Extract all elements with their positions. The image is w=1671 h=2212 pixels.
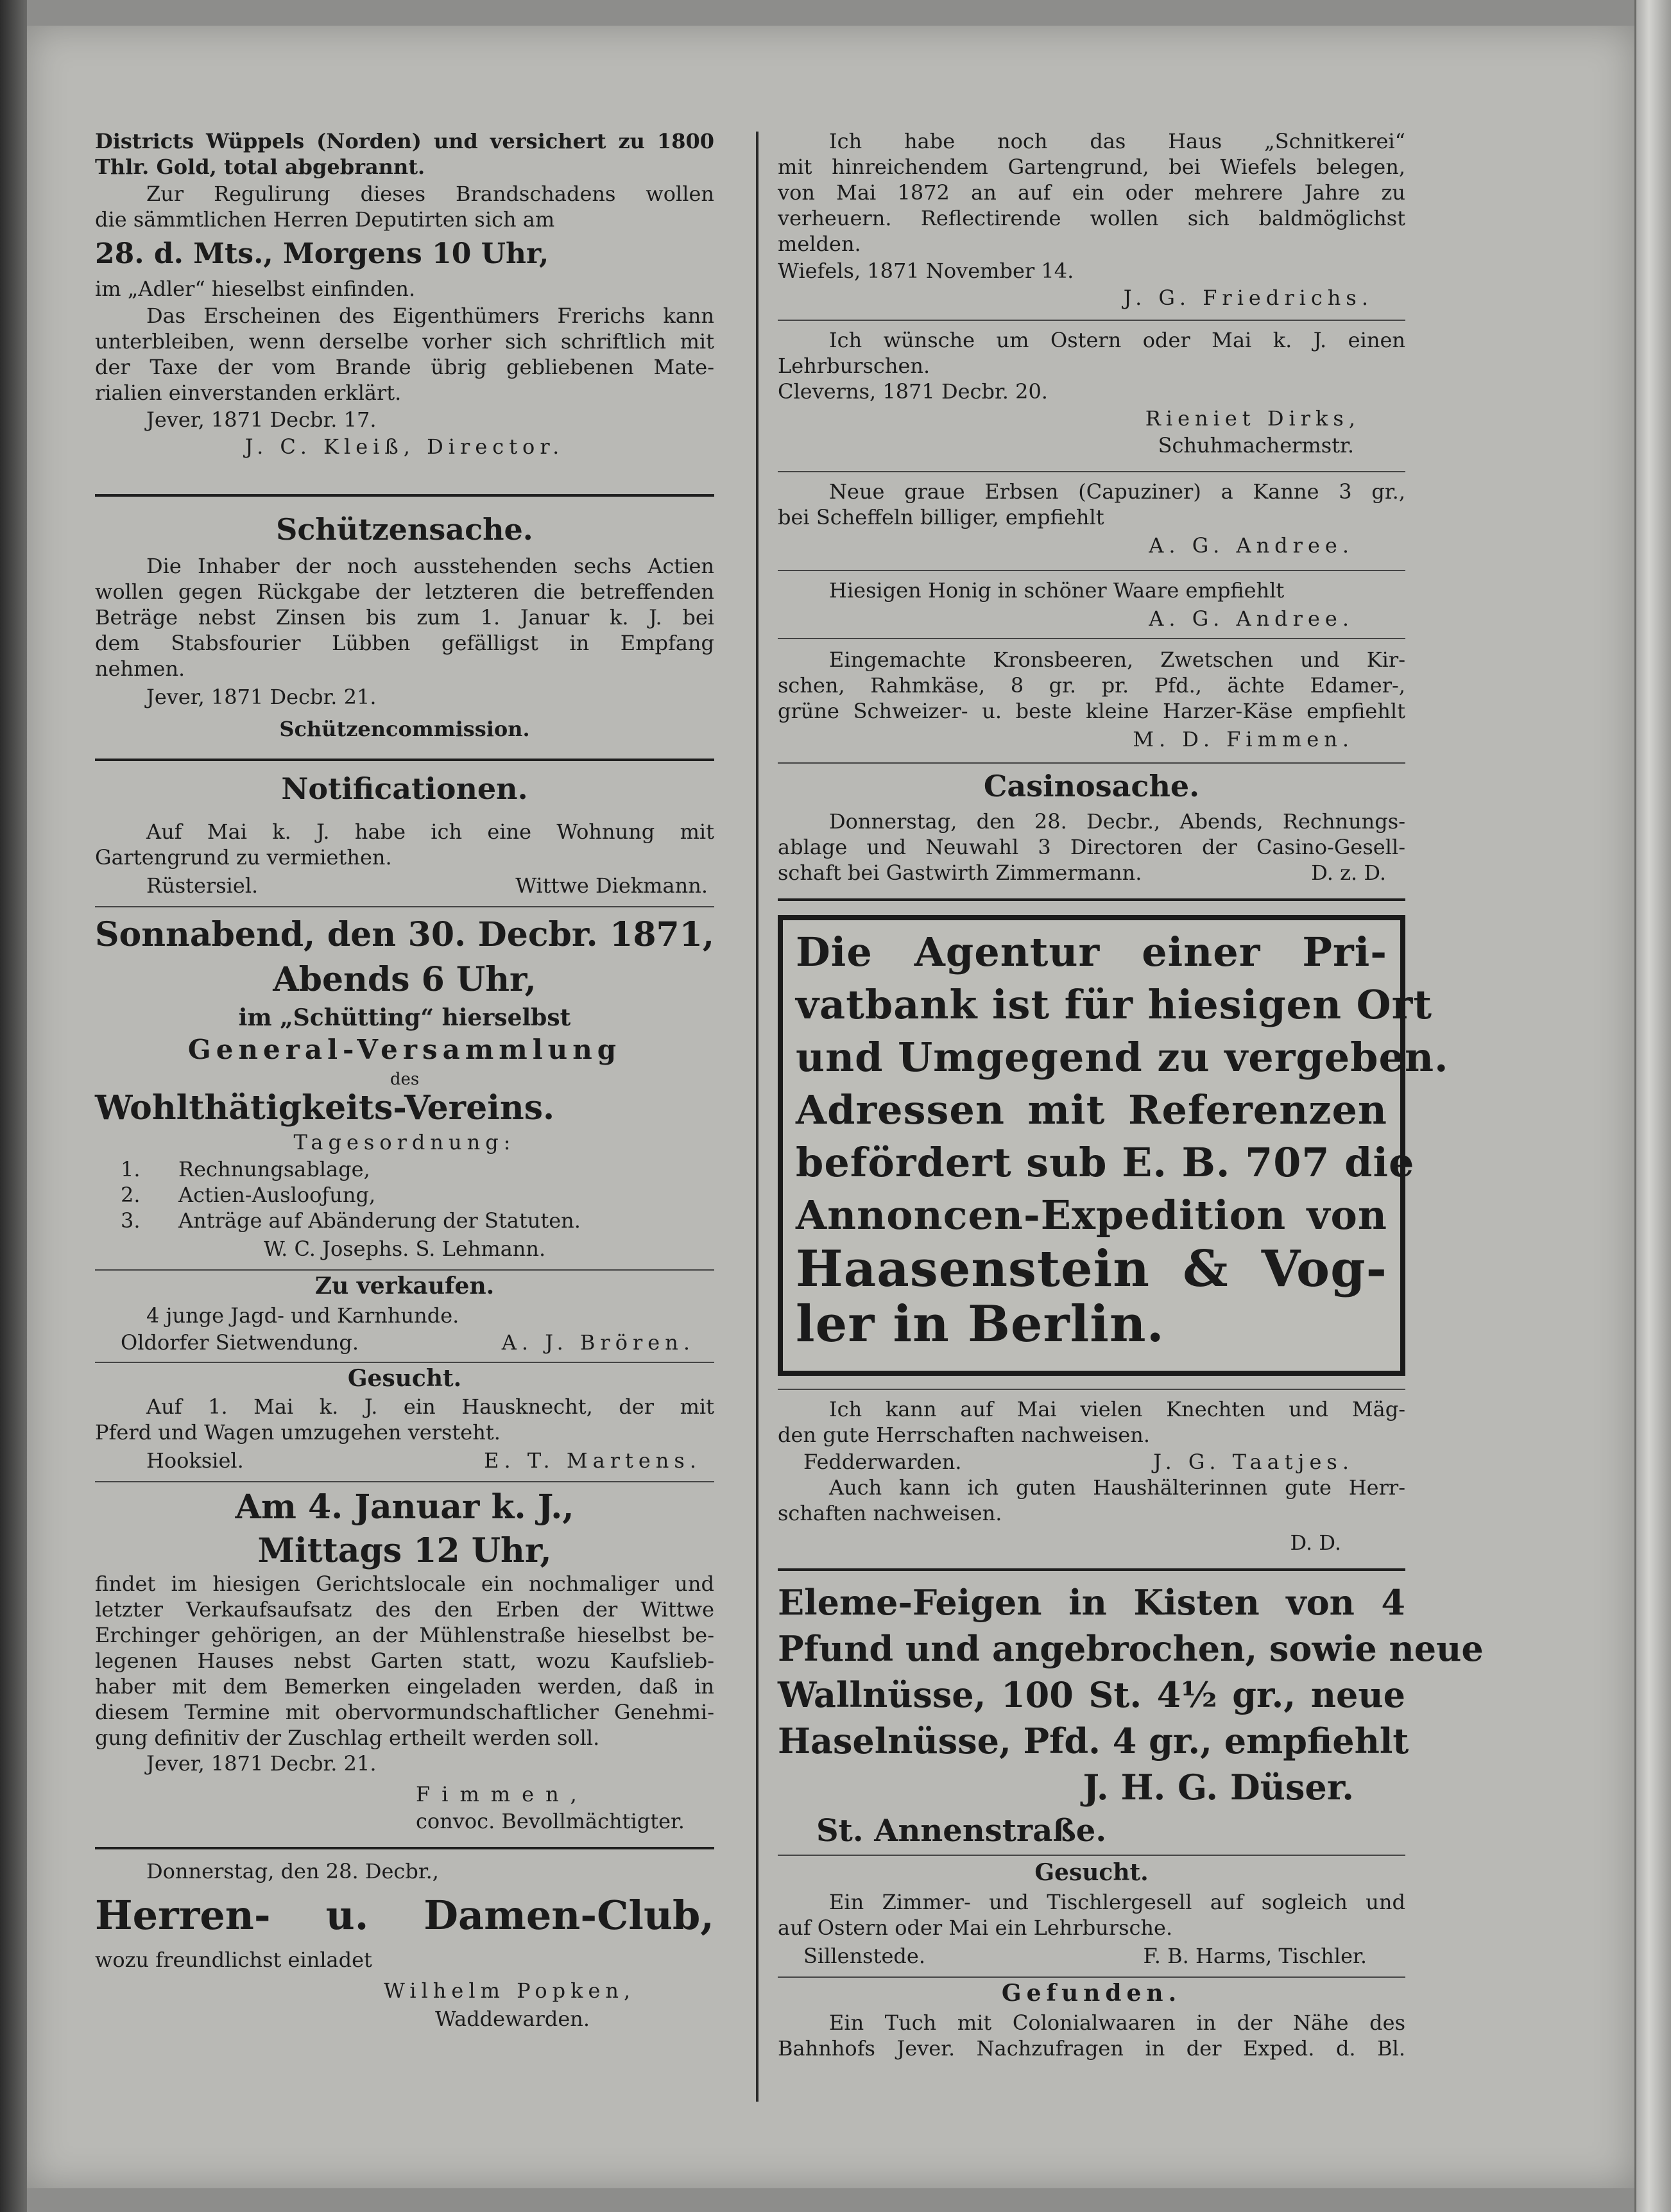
agentur-advertisement — [778, 915, 1449, 1376]
text-line: Auf Mai k. J. habe ich eine Wohnung mit — [146, 819, 714, 844]
section-rule — [778, 1855, 1405, 1856]
signature: A. J. Brören. — [501, 1330, 695, 1355]
signature: W. C. Josephs. S. Lehmann. — [263, 1237, 546, 1261]
text-line: Jever, 1871 Decbr. 17. — [146, 407, 377, 432]
text-line: Bahnhofs Jever. Nachzufragen in der Exped. d. Bl. — [778, 2036, 1405, 2061]
ad-line: Pfund und angebrochen, sowie neue — [778, 1628, 1484, 1669]
text-line: Auch kann ich guten Haushälterinnen gute Herr- — [829, 1475, 1405, 1500]
section-title: Casinosache. — [983, 769, 1200, 803]
text-line: Gartengrund zu vermiethen. — [95, 845, 392, 870]
text-line: findet im hiesigen Gerichtslocale ein nochmaliger und — [95, 1572, 714, 1596]
headline: Mittags 12 Uhr, — [257, 1531, 552, 1570]
signature: J. C. Kleiß, Director. — [244, 434, 565, 459]
text-line: Das Erscheinen des Eigenthümers Frerichs kann — [146, 304, 714, 328]
signature: J. G. Taatjes. — [1153, 1450, 1354, 1474]
text-line: 4 junge Jagd- und Karnhunde. — [146, 1303, 459, 1328]
text-line: wollen gegen Rückgabe der letzteren die betreffenden — [95, 579, 714, 604]
signature: Schützencommission. — [279, 717, 530, 741]
ad-line: Wallnüsse, 100 St. 4½ gr., neue — [778, 1674, 1405, 1715]
text-line: Auf 1. Mai k. J. ein Hausknecht, der mit — [146, 1394, 714, 1419]
section-rule — [778, 1976, 1405, 1978]
text-line: rialien einverstanden erklärt. — [95, 381, 402, 405]
section-rule — [95, 906, 714, 907]
section-rule — [95, 1362, 714, 1363]
ad-line: Haasenstein & Vog- — [796, 1240, 1387, 1298]
ad-line: Adressen mit Referenzen — [796, 1086, 1387, 1133]
signature: F. B. Harms, Tischler. — [1143, 1944, 1367, 1968]
section-rule — [778, 898, 1405, 901]
signature: A. G. Andree. — [1149, 606, 1354, 631]
section-rule — [95, 1269, 714, 1271]
text-line: schaft bei Gastwirth Zimmermann. — [778, 861, 1142, 885]
sign-row — [95, 1330, 714, 1355]
text-line: Beträge nebst Zinsen bis zum 1. Januar k. J. bei — [95, 605, 714, 630]
text-line: die sämmtlichen Herren Deputirten sich am — [95, 207, 555, 232]
section-rule — [778, 471, 1405, 472]
headline: General-Versammlung — [187, 1034, 622, 1065]
ad-line: Die Agentur einer Pri- — [796, 929, 1387, 975]
signature: Fimmen, — [416, 1782, 588, 1806]
text-line: Ich wünsche um Ostern oder Mai k. J. einen — [829, 328, 1405, 352]
text-line: Hiesigen Honig in schöner Waare empfiehlt — [829, 578, 1285, 603]
section-rule — [778, 570, 1405, 571]
section-rule — [778, 1568, 1405, 1571]
text-line: Ich habe noch das Haus „Schnitkerei“ — [829, 129, 1405, 153]
section-title: Schützensache. — [276, 512, 533, 547]
text-line: Cleverns, 1871 Decbr. 20. — [778, 379, 1048, 404]
headline: Sonnabend, den 30. Decbr. 1871, — [95, 915, 714, 954]
agenda-item: 3. Anträge auf Abänderung der Statuten. — [121, 1208, 581, 1233]
agenda-item: 1. Rechnungsablage, — [121, 1157, 370, 1181]
section-rule — [778, 762, 1405, 764]
sign-row — [95, 1448, 714, 1473]
text-line: von Mai 1872 an auf ein oder mehrere Jahre zu — [778, 180, 1405, 205]
text-line: unterbleiben, wenn derselbe vorher sich schriftlich mit — [95, 329, 714, 354]
ad-line: befördert sub E. B. 707 die — [796, 1139, 1415, 1186]
place: Fedderwarden. — [803, 1450, 962, 1474]
text-line: Tagesordnung: — [293, 1130, 516, 1154]
ad-line: ler in Berlin. — [796, 1295, 1165, 1353]
column-divider — [756, 132, 758, 2102]
section-rule — [778, 320, 1405, 321]
text-line: wozu freundlichst einladet — [95, 1948, 372, 1972]
section-rule — [95, 759, 714, 761]
headline: Abends 6 Uhr, — [273, 960, 536, 999]
text-line: Zur Regulirung dieses Brandschadens wollen — [146, 182, 714, 206]
text-line: Jever, 1871 Decbr. 21. — [146, 685, 377, 709]
sign-row — [95, 873, 714, 898]
text-line: haber mit dem Bemerken eingeladen werden, daß in — [95, 1674, 714, 1699]
text-line: Ich kann auf Mai vielen Knechten und Mäg- — [829, 1397, 1405, 1421]
section-title: Notificationen. — [281, 771, 528, 806]
section-rule — [95, 494, 714, 497]
text-line: Wiefels, 1871 November 14. — [778, 259, 1074, 283]
text-line: schaften nachweisen. — [778, 1501, 1002, 1525]
text-line: Ein Zimmer- und Tischlergesell auf sogleich und — [829, 1890, 1405, 1914]
section-title: Gesucht. — [1034, 1859, 1149, 1886]
text-line: Districts Wüppels (Norden) und versichert zu 1800 — [95, 129, 714, 153]
text-line: convoc. Bevollmächtigter. — [416, 1809, 685, 1833]
text-line: grüne Schweizer- u. beste kleine Harzer-Käse empfiehlt — [778, 699, 1405, 723]
text-line: schen, Rahmkäse, 8 gr. pr. Pfd., ächte Edamer-, — [778, 673, 1405, 698]
ad-line: Eleme-Feigen in Kisten von 4 — [778, 1582, 1405, 1623]
text-line: im „Schütting“ hierselbst — [238, 1004, 571, 1031]
text-line: Neue graue Erbsen (Capuziner) a Kanne 3 gr., — [829, 479, 1405, 504]
address: St. Annenstraße. — [816, 1813, 1107, 1849]
text-line: Ein Tuch mit Colonialwaaren in der Nähe des — [829, 2011, 1405, 2035]
signature: J. H. G. Düser. — [1083, 1767, 1354, 1808]
sign-row — [778, 860, 1405, 886]
text-line: Donnerstag, den 28. Decbr., Abends, Rechnungs- — [829, 809, 1405, 834]
signature: M. D. Fimmen. — [1133, 727, 1354, 751]
signature: Wilhelm Popken, — [384, 1978, 636, 2003]
text-line: Waddewarden. — [435, 2007, 590, 2031]
text-line: Pferd und Wagen umzugehen versteht. — [95, 1420, 501, 1445]
section-title: Gefunden. — [1001, 1980, 1182, 2007]
text-line: Die Inhaber der noch ausstehenden sechs Actien — [146, 554, 714, 578]
text-line: Thlr. Gold, total abgebrannt. — [95, 155, 425, 179]
ad-line: Haselnüsse, Pfd. 4 gr., empfiehlt — [778, 1720, 1409, 1762]
text-line: dem Stabsfourier Lübben gefälligst in Empfang — [95, 631, 714, 655]
section-rule — [778, 1389, 1405, 1390]
agenda-item: 2. Actien-Auslooƒung, — [121, 1183, 376, 1207]
signature: A. G. Andree. — [1149, 533, 1354, 558]
section-rule — [95, 1847, 714, 1849]
signature: D. z. D. — [1311, 861, 1386, 885]
text-line: Lehrburschen. — [778, 354, 930, 378]
place: Oldorfer Sietwendung. — [121, 1330, 359, 1355]
text-line: nehmen. — [95, 656, 185, 681]
text-line: der Taxe der vom Brande übrig gebliebenen Mate- — [95, 355, 714, 379]
text-line: Erchinger gehörigen, an der Mühlenstraße hieselbst be- — [95, 1623, 714, 1647]
text-line: letzter Verkaufsaufsatz des den Erben der Wittwe — [95, 1597, 714, 1622]
signature: E. T. Martens. — [484, 1448, 701, 1473]
text-line: auf Ostern oder Mai ein Lehrbursche. — [778, 1916, 1173, 1940]
text-line: bei Scheffeln billiger, empfiehlt — [778, 505, 1104, 529]
headline: Am 4. Januar k. J., — [235, 1488, 574, 1527]
text-line: Eingemachte Kronsbeeren, Zwetschen und Kir- — [829, 647, 1405, 672]
text-line: den gute Herrschaften nachweisen. — [778, 1423, 1151, 1447]
section-title: Gesucht. — [347, 1365, 462, 1392]
text-line: des — [390, 1070, 420, 1089]
place: Hooksiel. — [146, 1448, 244, 1473]
section-rule — [778, 638, 1405, 639]
headline: Wohlthätigkeits-Vereins. — [95, 1088, 555, 1127]
page-edge — [1634, 0, 1671, 2212]
sign-row — [778, 1449, 1405, 1475]
signature: J. G. Friedrichs. — [1123, 286, 1373, 310]
section-rule — [95, 1481, 714, 1482]
place: Rüstersiel. — [146, 873, 259, 898]
text-line: verheuern. Reflectirende wollen sich baldmöglichst — [778, 206, 1405, 230]
text-line: gung definitiv der Zuschlag ertheilt werden soll. — [95, 1726, 600, 1750]
book-binding-shadow — [0, 0, 27, 2212]
text-line: Donnerstag, den 28. Decbr., — [146, 1859, 439, 1883]
headline: Herren- u. Damen-Club, — [95, 1892, 714, 1939]
sign-row — [778, 1943, 1405, 1969]
signature: Wittwe Diekmann. — [515, 873, 708, 898]
page-edge-crease — [1634, 0, 1636, 2212]
signature: D. D. — [1290, 1530, 1341, 1555]
text-line: legenen Hauses nebst Garten statt, wozu Kaufslieb- — [95, 1649, 714, 1673]
signature: Rieniet Dirks, — [1145, 406, 1360, 431]
text-line: Schuhmachermstr. — [1158, 433, 1354, 458]
text-line: mit hinreichendem Gartengrund, bei Wiefels belegen, — [778, 155, 1405, 179]
section-title: Zu verkaufen. — [314, 1273, 495, 1299]
text-line: Jever, 1871 Decbr. 21. — [146, 1751, 377, 1776]
text-line: melden. — [778, 232, 861, 256]
place: Sillenstede. — [803, 1944, 925, 1968]
ad-line: und Umgegend zu vergeben. — [796, 1034, 1449, 1081]
meeting-date: 28. d. Mts., Morgens 10 Uhr, — [95, 237, 549, 270]
text-line: diesem Termine mit obervormundschaftlicher Genehmi- — [95, 1700, 714, 1724]
ad-line: Annoncen-Expedition von — [796, 1192, 1387, 1239]
ad-line: vatbank ist für hiesigen Ort — [796, 981, 1432, 1028]
text-line: ablage und Neuwahl 3 Directoren der Casino-Gesell- — [778, 835, 1405, 859]
text-line: im „Adler“ hieselbst einfinden. — [95, 277, 416, 301]
